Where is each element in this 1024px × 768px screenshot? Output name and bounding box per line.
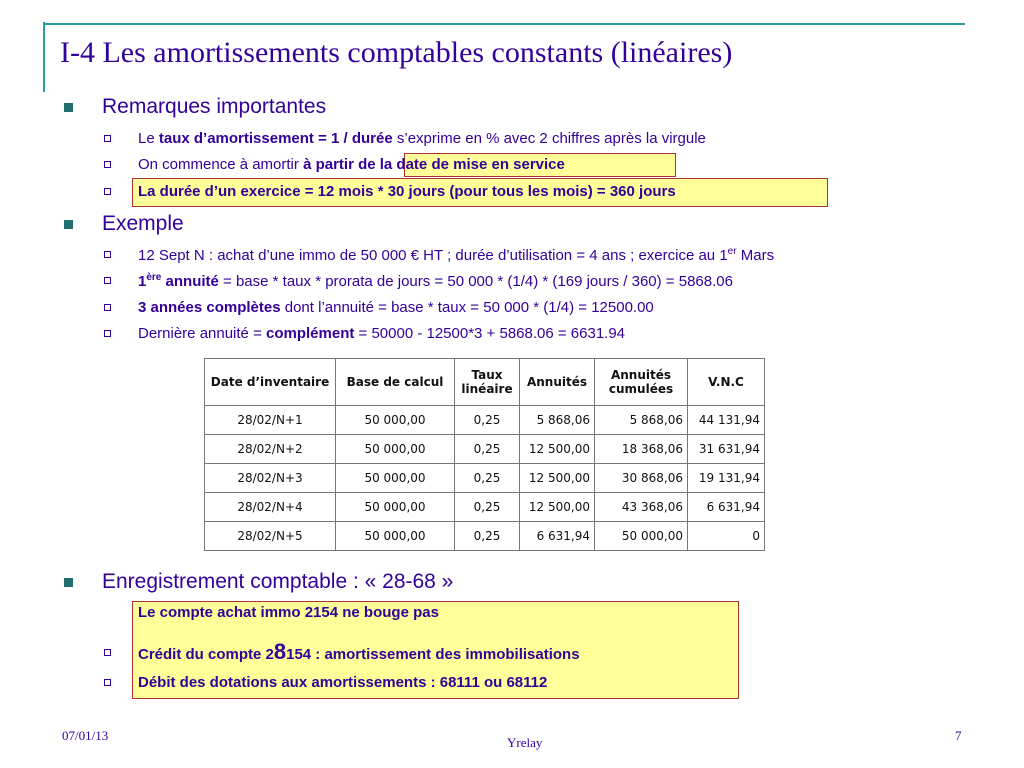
cell-date: 28/02/N+2 [205,435,336,464]
cell-cumul: 30 868,06 [595,464,688,493]
hollow-square-bullet-icon [104,679,111,686]
col-header-base: Base de calcul [336,359,455,406]
hollow-square-bullet-icon [104,188,111,195]
footer-page-number: 7 [955,728,962,743]
table-header-row [205,359,765,406]
col-header-date: Date d’inventaire [205,359,336,406]
cell-date: 28/02/N+1 [205,406,336,435]
footer-date: 07/01/13 [62,728,109,743]
cell-annuite: 12 500,00 [520,435,595,464]
cell-base: 50 000,00 [336,435,455,464]
cell-base: 50 000,00 [336,522,455,551]
square-bullet-icon [64,578,73,587]
cell-base: 50 000,00 [336,493,455,522]
table-row [205,464,765,493]
cell-vnc: 44 131,94 [688,406,765,435]
cell-cumul: 18 368,06 [595,435,688,464]
cell-cumul: 43 368,06 [595,493,688,522]
cell-vnc: 6 631,94 [688,493,765,522]
cell-date: 28/02/N+4 [205,493,336,522]
square-bullet-icon [64,103,73,112]
col-header-taux: Taux linéaire [455,359,520,406]
table-row [205,406,765,435]
exemple-heading: Exemple [102,212,184,235]
hollow-square-bullet-icon [104,304,111,311]
cell-annuite: 12 500,00 [520,493,595,522]
hollow-square-bullet-icon [104,251,111,258]
cell-taux: 0,25 [455,522,520,551]
table-row [205,435,765,464]
hollow-square-bullet-icon [104,161,111,168]
frame-horizontal-line [43,23,965,25]
remarques-heading: Remarques importantes [102,95,327,118]
amortization-table [204,358,765,551]
square-bullet-icon [64,220,73,229]
cell-annuite: 6 631,94 [520,522,595,551]
cell-vnc: 0 [688,522,765,551]
cell-base: 50 000,00 [336,464,455,493]
hollow-square-bullet-icon [104,649,111,656]
footer-author: Yrelay [507,735,543,750]
cell-vnc: 31 631,94 [688,435,765,464]
hollow-square-bullet-icon [104,330,111,337]
cell-cumul: 50 000,00 [595,522,688,551]
col-header-annuites-cumulees: Annuités cumulées [595,359,688,406]
cell-taux: 0,25 [455,435,520,464]
hollow-square-bullet-icon [104,135,111,142]
table-row [205,522,765,551]
cell-date: 28/02/N+3 [205,464,336,493]
cell-taux: 0,25 [455,464,520,493]
cell-base: 50 000,00 [336,406,455,435]
cell-vnc: 19 131,94 [688,464,765,493]
cell-annuite: 5 868,06 [520,406,595,435]
cell-annuite: 12 500,00 [520,464,595,493]
frame-vertical-line [43,22,45,92]
enregistrement-heading: Enregistrement comptable : « 28-68 » [102,570,454,593]
cell-taux: 0,25 [455,406,520,435]
cell-date: 28/02/N+5 [205,522,336,551]
col-header-annuites: Annuités [520,359,595,406]
col-header-vnc: V.N.C [688,359,765,406]
hollow-square-bullet-icon [104,277,111,284]
table-row [205,493,765,522]
slide-title: I-4 Les amortissements comptables constants (linéaires) [60,36,733,69]
cell-taux: 0,25 [455,493,520,522]
cell-cumul: 5 868,06 [595,406,688,435]
